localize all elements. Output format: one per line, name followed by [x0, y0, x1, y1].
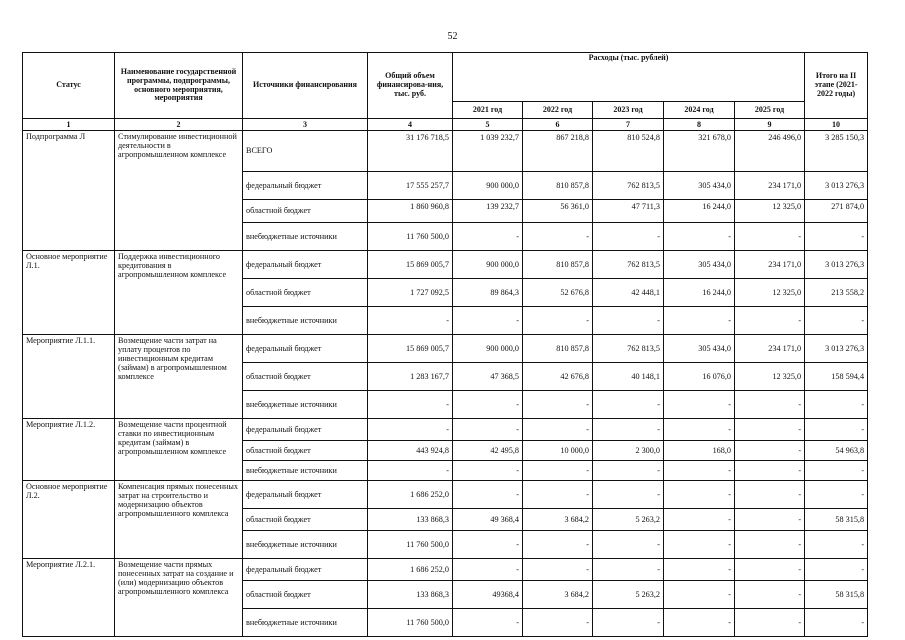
year-value-cell: - [735, 609, 805, 637]
column-number: 6 [523, 119, 593, 131]
total-volume-cell: 443 924,8 [368, 441, 453, 461]
funding-source: областной бюджет [243, 279, 368, 307]
column-number: 3 [243, 119, 368, 131]
year-value-cell: - [664, 223, 735, 251]
table-row [23, 131, 868, 172]
year-value-cell: 246 496,0 [735, 131, 805, 172]
funding-source: федеральный бюджет [243, 559, 368, 581]
year-value-cell: - [453, 391, 523, 419]
year-value-cell: 47 711,3 [593, 200, 664, 223]
year-value-cell: - [664, 419, 735, 441]
budget-table [22, 52, 868, 637]
year-value-cell: - [453, 223, 523, 251]
year-value-cell: - [523, 461, 593, 481]
year-value-cell: - [735, 581, 805, 609]
table-body [23, 131, 868, 637]
stage-total-cell: 158 594,4 [805, 363, 868, 391]
table-row [23, 335, 868, 363]
year-value-cell: 900 000,0 [453, 335, 523, 363]
column-number: 9 [735, 119, 805, 131]
total-volume-cell: 133 868,3 [368, 581, 453, 609]
total-volume-cell: - [368, 419, 453, 441]
header-year: 2023 год [593, 102, 664, 119]
funding-source: федеральный бюджет [243, 251, 368, 279]
header-year: 2022 год [523, 102, 593, 119]
header-source: Источники финансирования [243, 53, 368, 119]
total-volume-cell: 11 760 500,0 [368, 531, 453, 559]
year-value-cell: 89 864,3 [453, 279, 523, 307]
year-value-cell: 42 448,1 [593, 279, 664, 307]
total-volume-cell: - [368, 461, 453, 481]
year-value-cell: 10 000,0 [523, 441, 593, 461]
stage-total-cell: - [805, 609, 868, 637]
year-value-cell: 762 813,5 [593, 335, 664, 363]
row-status: Мероприятие Л.1.2. [23, 419, 115, 481]
year-value-cell: 810 524,8 [593, 131, 664, 172]
year-value-cell: - [453, 461, 523, 481]
year-value-cell: 52 676,8 [523, 279, 593, 307]
row-name: Стимулирование инвестиционной деятельности в агропромышленном комплексе [115, 131, 243, 251]
funding-source: федеральный бюджет [243, 419, 368, 441]
stage-total-cell: 58 315,8 [805, 581, 868, 609]
year-value-cell: - [523, 531, 593, 559]
year-value-cell: - [523, 559, 593, 581]
year-value-cell: 5 263,2 [593, 581, 664, 609]
year-value-cell: - [735, 441, 805, 461]
year-value-cell: - [664, 581, 735, 609]
stage-total-cell: 3 285 150,3 [805, 131, 868, 172]
stage-total-cell: - [805, 531, 868, 559]
year-value-cell: 12 325,0 [735, 279, 805, 307]
stage-total-cell: - [805, 223, 868, 251]
funding-source: внебюджетные источники [243, 307, 368, 335]
column-number: 8 [664, 119, 735, 131]
year-value-cell: 810 857,8 [523, 335, 593, 363]
row-status: Подпрограмма Л [23, 131, 115, 251]
row-status: Основное мероприятие Л.1. [23, 251, 115, 335]
year-value-cell: - [523, 609, 593, 637]
year-value-cell: - [735, 419, 805, 441]
year-value-cell: 762 813,5 [593, 251, 664, 279]
year-value-cell: 47 368,5 [453, 363, 523, 391]
stage-total-cell: 213 558,2 [805, 279, 868, 307]
year-value-cell: 16 244,0 [664, 279, 735, 307]
year-value-cell: 234 171,0 [735, 172, 805, 200]
year-value-cell: - [664, 531, 735, 559]
year-value-cell: 234 171,0 [735, 335, 805, 363]
year-value-cell: - [523, 391, 593, 419]
year-value-cell: - [453, 559, 523, 581]
header-year: 2024 год [664, 102, 735, 119]
year-value-cell: - [735, 509, 805, 531]
total-volume-cell: 1 727 092,5 [368, 279, 453, 307]
year-value-cell: 49 368,4 [453, 509, 523, 531]
year-value-cell: - [523, 223, 593, 251]
year-value-cell: - [523, 419, 593, 441]
year-value-cell: - [453, 609, 523, 637]
year-value-cell: 40 148,1 [593, 363, 664, 391]
row-name: Возмещение части прямых понесенных затрат на создание и (или) модернизацию объектов агропромышленного комплекса [115, 559, 243, 637]
year-value-cell: 305 434,0 [664, 251, 735, 279]
header-year: 2021 год [453, 102, 523, 119]
row-name: Возмещение части затрат на уплату процентов по инвестиционным кредитам (займам) в агропромышленном комплексе [115, 335, 243, 419]
year-value-cell: 42 495,8 [453, 441, 523, 461]
year-value-cell: 16 244,0 [664, 200, 735, 223]
total-volume-cell: - [368, 391, 453, 419]
year-value-cell: - [735, 481, 805, 509]
funding-source: внебюджетные источники [243, 223, 368, 251]
year-value-cell: - [593, 531, 664, 559]
table-row [23, 481, 868, 509]
year-value-cell: 762 813,5 [593, 172, 664, 200]
year-value-cell: 16 076,0 [664, 363, 735, 391]
year-value-cell: 42 676,8 [523, 363, 593, 391]
funding-source: областной бюджет [243, 200, 368, 223]
funding-source: областной бюджет [243, 363, 368, 391]
funding-source: областной бюджет [243, 441, 368, 461]
year-value-cell: - [593, 481, 664, 509]
total-volume-cell: 1 686 252,0 [368, 559, 453, 581]
total-volume-cell: 15 869 005,7 [368, 251, 453, 279]
year-value-cell: - [593, 307, 664, 335]
year-value-cell: - [523, 307, 593, 335]
stage-total-cell: - [805, 391, 868, 419]
year-value-cell: - [453, 531, 523, 559]
funding-source: внебюджетные источники [243, 461, 368, 481]
funding-source: внебюджетные источники [243, 609, 368, 637]
stage-total-cell: - [805, 461, 868, 481]
total-volume-cell: 1 686 252,0 [368, 481, 453, 509]
year-value-cell: - [593, 559, 664, 581]
year-value-cell: - [735, 531, 805, 559]
funding-source: внебюджетные источники [243, 391, 368, 419]
stage-total-cell: - [805, 419, 868, 441]
year-value-cell: 12 325,0 [735, 200, 805, 223]
year-value-cell: 2 300,0 [593, 441, 664, 461]
year-value-cell: 900 000,0 [453, 172, 523, 200]
row-name: Поддержка инвестиционного кредитования в агропромышленном комплексе [115, 251, 243, 335]
stage-total-cell: - [805, 559, 868, 581]
table-row [23, 251, 868, 279]
stage-total-cell: - [805, 307, 868, 335]
funding-source: внебюджетные источники [243, 531, 368, 559]
column-number: 5 [453, 119, 523, 131]
row-name: Компенсация прямых понесенных затрат на строительство и модернизацию объектов агропромышленного комплекса [115, 481, 243, 559]
year-value-cell: - [453, 307, 523, 335]
total-volume-cell: 133 868,3 [368, 509, 453, 531]
year-value-cell: - [593, 223, 664, 251]
row-status: Основное мероприятие Л.2. [23, 481, 115, 559]
year-value-cell: 810 857,8 [523, 251, 593, 279]
stage-total-cell: 3 013 276,3 [805, 335, 868, 363]
header-expenses: Расходы (тыс. рублей) [453, 53, 805, 102]
column-number: 10 [805, 119, 868, 131]
year-value-cell: 3 684,2 [523, 581, 593, 609]
total-volume-cell: 15 869 005,7 [368, 335, 453, 363]
total-volume-cell: 1 283 167,7 [368, 363, 453, 391]
year-value-cell: 1 039 232,7 [453, 131, 523, 172]
year-value-cell: - [664, 307, 735, 335]
year-value-cell: - [593, 391, 664, 419]
funding-source: федеральный бюджет [243, 172, 368, 200]
row-status: Мероприятие Л.2.1. [23, 559, 115, 637]
funding-source: федеральный бюджет [243, 481, 368, 509]
year-value-cell: - [735, 307, 805, 335]
total-volume-cell: 11 760 500,0 [368, 609, 453, 637]
total-volume-cell: 11 760 500,0 [368, 223, 453, 251]
stage-total-cell: 58 315,8 [805, 509, 868, 531]
year-value-cell: - [664, 481, 735, 509]
year-value-cell: 12 325,0 [735, 363, 805, 391]
funding-source: областной бюджет [243, 581, 368, 609]
year-value-cell: - [664, 509, 735, 531]
header-year: 2025 год [735, 102, 805, 119]
year-value-cell: - [593, 609, 664, 637]
stage-total-cell: 54 963,8 [805, 441, 868, 461]
year-value-cell: - [735, 559, 805, 581]
header-stage-total: Итого на II этапе (2021-2022 годы) [805, 53, 868, 119]
year-value-cell: - [735, 391, 805, 419]
total-volume-cell: 17 555 257,7 [368, 172, 453, 200]
row-name: Возмещение части процентной ставки по инвестиционным кредитам (займам) в агропромышленном комплексе [115, 419, 243, 481]
total-volume-cell: 1 860 960,8 [368, 200, 453, 223]
year-value-cell: - [664, 609, 735, 637]
year-value-cell: 49368,4 [453, 581, 523, 609]
stage-total-cell: - [805, 481, 868, 509]
year-value-cell: - [523, 481, 593, 509]
year-value-cell: 168,0 [664, 441, 735, 461]
total-volume-cell: - [368, 307, 453, 335]
year-value-cell: 5 263,2 [593, 509, 664, 531]
funding-source: областной бюджет [243, 509, 368, 531]
year-value-cell: 56 361,0 [523, 200, 593, 223]
table-row [23, 559, 868, 581]
stage-total-cell: 3 013 276,3 [805, 251, 868, 279]
year-value-cell: 305 434,0 [664, 335, 735, 363]
column-number: 4 [368, 119, 453, 131]
year-value-cell: 867 218,8 [523, 131, 593, 172]
year-value-cell: - [593, 461, 664, 481]
funding-source: федеральный бюджет [243, 335, 368, 363]
header-total-volume: Общий объем финансирова-ния, тыс. руб. [368, 53, 453, 119]
year-value-cell: 139 232,7 [453, 200, 523, 223]
stage-total-cell: 3 013 276,3 [805, 172, 868, 200]
funding-source: ВСЕГО [243, 131, 368, 172]
year-value-cell: 3 684,2 [523, 509, 593, 531]
year-value-cell: - [664, 461, 735, 481]
year-value-cell: - [735, 461, 805, 481]
column-number: 7 [593, 119, 664, 131]
year-value-cell: - [735, 223, 805, 251]
page-number: 52 [447, 31, 458, 42]
year-value-cell: 810 857,8 [523, 172, 593, 200]
column-number: 1 [23, 119, 115, 131]
year-value-cell: 234 171,0 [735, 251, 805, 279]
table-row [23, 419, 868, 441]
total-volume-cell: 31 176 718,5 [368, 131, 453, 172]
year-value-cell: - [453, 481, 523, 509]
row-status: Мероприятие Л.1.1. [23, 335, 115, 419]
stage-total-cell: 271 874,0 [805, 200, 868, 223]
year-value-cell: - [664, 559, 735, 581]
year-value-cell: - [453, 419, 523, 441]
year-value-cell: 321 678,0 [664, 131, 735, 172]
year-value-cell: - [664, 391, 735, 419]
header-name: Наименование государственной программы, подпрограммы, основного мероприятия, мероприятия [115, 53, 243, 119]
year-value-cell: 900 000,0 [453, 251, 523, 279]
year-value-cell: 305 434,0 [664, 172, 735, 200]
column-number: 2 [115, 119, 243, 131]
header-status: Статус [23, 53, 115, 119]
year-value-cell: - [593, 419, 664, 441]
